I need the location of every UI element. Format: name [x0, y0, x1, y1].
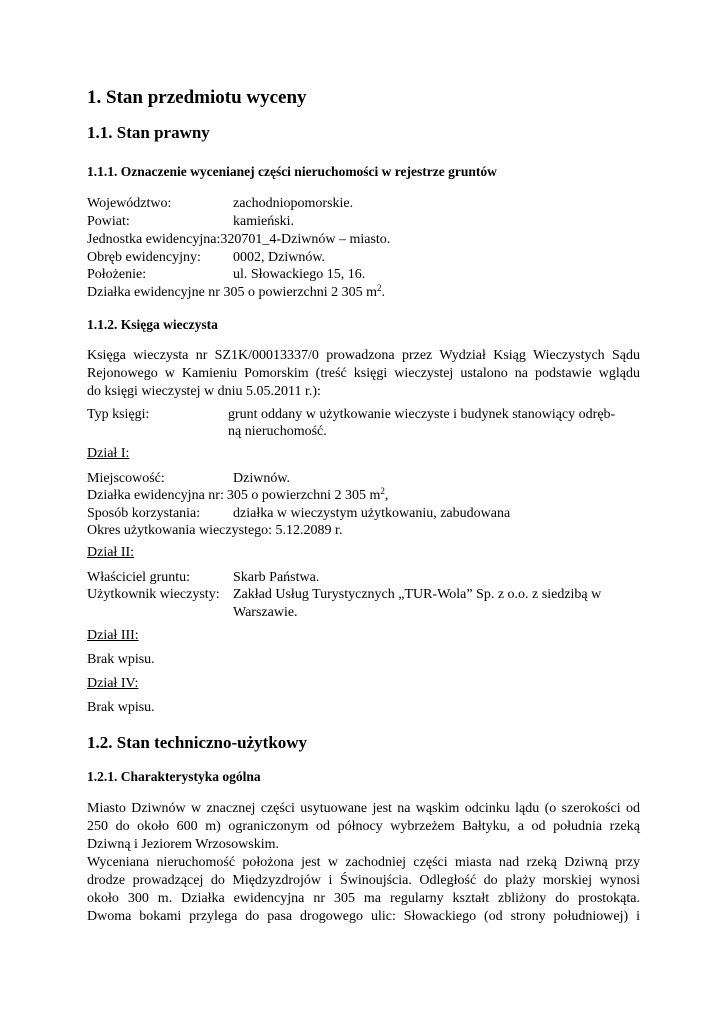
user-label: Użytkownik wieczysty: [87, 587, 220, 602]
register-value: 320701_4-Dziwnów – miasto. [220, 232, 391, 247]
user-value: Zakład Usług Turystycznych „TUR-Wola” Sp. z o.o. z siedzibą w [233, 587, 602, 602]
register-type-value: grunt oddany w użytkowanie wieczyste i budynek stanowiący odręb- [228, 407, 616, 422]
register-label: Województwo: [87, 196, 172, 211]
parcel-area-line [87, 284, 385, 301]
parcel-value-text: 305 o powierzchni 2 305 m [226, 488, 381, 503]
section-1-2-heading: 1.2. Stan techniczno-użytkowy [87, 733, 308, 752]
section-dzial-4-heading: Dział IV: [87, 676, 139, 691]
parcel-row [87, 487, 388, 504]
paragraph-line: 250 do około 600 m) ograniczonym od północy wybrzeżem Bałtyku, a od południa rzeką [87, 819, 640, 834]
register-value: zachodniopomorskie. [233, 196, 354, 211]
locality-label: Miejscowość: [87, 471, 165, 486]
section-1-1-1-heading: 1.1.1. Oznaczenie wycenianej części nieruchomości w rejestrze gruntów [87, 164, 497, 179]
paragraph-line: Księga wieczysta nr SZ1K/00013337/0 prowadzona przez Wydział Ksiąg Wieczystych Sądu [87, 348, 640, 363]
register-type-label: Typ księgi: [87, 407, 150, 422]
owner-value: Skarb Państwa. [233, 570, 320, 585]
paragraph-line: drodze prowadzącej do Międzyzdrojów i Świnoujścia. Odległość do plaży morskiej wynosi [87, 873, 640, 888]
register-label: Obręb ewidencyjny: [87, 250, 201, 265]
register-value: ul. Słowackiego 15, 16. [233, 267, 366, 282]
paragraph-line: do księgi wieczystej w dniu 5.05.2011 r.): [87, 384, 321, 399]
register-value: kamieński. [233, 214, 295, 229]
parcel-area-exponent: 2 [377, 283, 382, 293]
land-register-intro [87, 347, 640, 401]
section-dzial-2-heading: Dział II: [87, 545, 135, 560]
user-row [87, 586, 601, 603]
paragraph-line: Rejonowego w Kamieniu Pomorskim (treść księgi wieczystej ustalono na podstawie wglądu [87, 366, 640, 381]
parcel-label: Działka ewidencyjna nr: [87, 488, 224, 503]
register-row [87, 195, 353, 212]
section-dzial-1-heading: Dział I: [87, 446, 130, 461]
perpetual-usufruct-period: Okres użytkowania wieczystego: 5.12.2089 r. [87, 523, 343, 538]
register-value: 0002, Dziwnów. [233, 250, 326, 265]
register-type-value-cont: ną nieruchomość. [228, 424, 327, 439]
register-row [87, 266, 365, 283]
usage-row [87, 505, 510, 522]
section-dzial-3-heading: Dział III: [87, 628, 139, 643]
general-description-para-1 [87, 800, 640, 854]
owner-label: Właściciel gruntu: [87, 570, 191, 585]
parcel-value-comma: , [384, 488, 389, 503]
register-type-row [87, 406, 615, 423]
general-description-para-2 [87, 854, 640, 926]
dzial-4-content: Brak wpisu. [87, 700, 155, 715]
user-value-cont: Warszawie. [233, 605, 298, 620]
section-1-1-heading: 1.1. Stan prawny [87, 123, 210, 142]
usage-value: działka w wieczystym użytkowaniu, zabudowana [233, 506, 511, 521]
parcel-area-text: Działka ewidencyjne nr 305 o powierzchni 2 305 m [87, 285, 378, 300]
paragraph-line: Wyceniana nieruchomość położona jest w zachodniej części miasta nad rzeką Dziwną przy [87, 855, 640, 870]
section-1-2-1-heading: 1.2.1. Charakterystyka ogólna [87, 769, 261, 784]
register-label: Jednostka ewidencyjna: [87, 232, 221, 247]
paragraph-line: Dwoma bokami przylega do pasa drogowego ulic: Słowackiego (od strony południowej) i [87, 909, 640, 924]
register-label: Położenie: [87, 267, 147, 282]
register-row [87, 213, 294, 230]
register-row [87, 249, 325, 266]
parcel-value [227, 487, 389, 504]
register-row [87, 231, 390, 248]
paragraph-line: Dziwną i Jeziorem Wrzosowskim. [87, 837, 280, 852]
parcel-value-exponent: 2 [380, 486, 385, 496]
dzial-3-content: Brak wpisu. [87, 652, 155, 667]
usage-label: Sposób korzystania: [87, 506, 201, 521]
owner-row [87, 569, 319, 586]
section-1-1-2-heading: 1.1.2. Księga wieczysta [87, 317, 218, 332]
locality-value: Dziwnów. [233, 471, 291, 486]
paragraph-line: Miasto Dziwnów w znacznej części usytuowane jest na wąskim odcinku lądu (o szerokości od [87, 801, 640, 816]
section-1-heading: 1. Stan przedmiotu wyceny [87, 87, 307, 108]
paragraph-line: około 300 m. Działka ewidencyjna nr 305 ma regularny kształt zbliżony do prostokąta. [87, 891, 640, 906]
parcel-area-period: . [381, 285, 386, 300]
register-label: Powiat: [87, 214, 130, 229]
locality-row [87, 470, 290, 487]
